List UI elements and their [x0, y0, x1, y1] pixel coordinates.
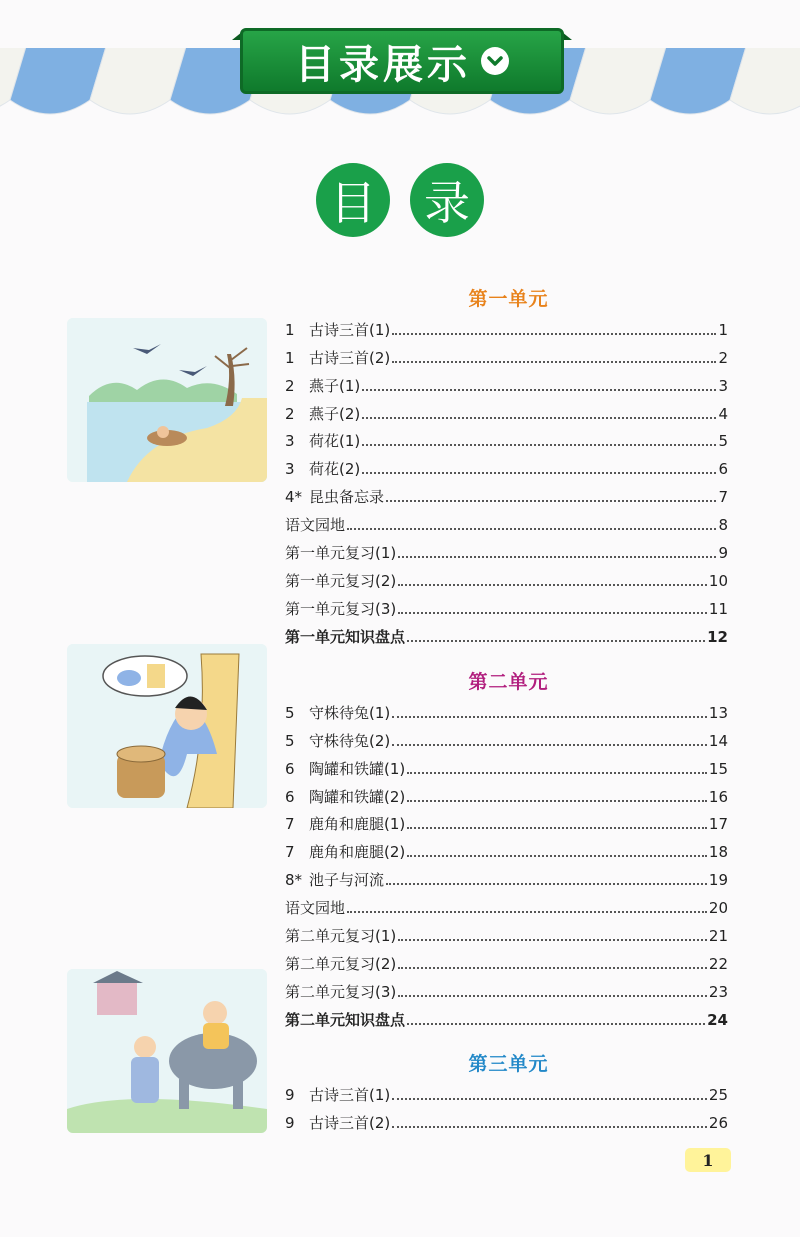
lesson-number: 2: [285, 404, 295, 423]
toc-entry: [285, 723, 728, 751]
toc-entry-label: [285, 515, 345, 535]
chevron-down-icon: [481, 47, 509, 75]
lesson-title: 第二单元复习(1): [285, 927, 397, 946]
lesson-title: 鹿角和鹿腿(2): [309, 843, 406, 862]
toc-entry-label: [285, 1010, 405, 1030]
dot-leader: [398, 556, 716, 558]
title-char: 目: [316, 163, 390, 237]
header-banner: [240, 28, 564, 94]
lesson-title: 语文园地: [285, 516, 346, 535]
toc-entry-label: [285, 320, 390, 340]
dot-leader: [362, 417, 716, 419]
lesson-title: 古诗三首(2): [309, 1113, 391, 1132]
lesson-number: 7: [285, 815, 295, 834]
toc-entry-label: [285, 898, 345, 918]
toc-page-number: 11: [708, 599, 728, 618]
lesson-title: 守株待兔(1): [309, 703, 391, 722]
toc-page-number: 18: [708, 843, 728, 862]
dot-leader: [386, 883, 707, 885]
toc-entry: [285, 368, 728, 396]
toc-entry-label: [285, 627, 405, 647]
lesson-number: 1: [285, 320, 295, 339]
dot-leader: [362, 389, 716, 391]
toc-entry-label: [285, 842, 405, 862]
lesson-number: 2: [285, 376, 295, 395]
lesson-number: 3: [285, 460, 295, 479]
lesson-title: 第一单元复习(1): [285, 544, 397, 563]
dot-leader: [398, 584, 707, 586]
dot-leader: [398, 612, 707, 614]
toc-entry: [285, 1002, 728, 1030]
toc-entry-label: [285, 703, 390, 723]
dot-leader: [392, 744, 707, 746]
toc-entry: [285, 1077, 728, 1105]
lesson-title: 第一单元复习(2): [285, 571, 397, 590]
toc-entry-label: [285, 376, 360, 396]
toc-page-number: 23: [708, 982, 728, 1001]
toc-entry: [285, 535, 728, 563]
toc-page-number: 9: [718, 544, 728, 563]
dot-leader: [392, 333, 716, 335]
toc-entry: [285, 312, 728, 340]
dot-leader: [407, 1023, 705, 1025]
toc-page-number: 26: [708, 1113, 728, 1132]
lesson-title: 荷花(1): [309, 432, 361, 451]
toc-entry-label: [285, 1113, 390, 1133]
dot-leader: [407, 827, 707, 829]
toc-page-number: 14: [708, 731, 728, 750]
lesson-title: 第一单元复习(3): [285, 599, 397, 618]
lesson-title: 第二单元复习(3): [285, 982, 397, 1001]
lesson-title: 守株待兔(2): [309, 731, 391, 750]
unit-3-toc: [285, 1077, 728, 1133]
lesson-number: 9: [285, 1113, 295, 1132]
unit-1-toc: [285, 312, 728, 647]
dot-leader: [398, 939, 707, 941]
toc-entry-label: [285, 543, 396, 563]
title-char: 录: [410, 163, 484, 237]
lesson-title: 陶罐和铁罐(1): [309, 759, 406, 778]
lesson-title: 第一单元知识盘点: [285, 627, 406, 646]
toc-entry: [285, 751, 728, 779]
toc-entry: [285, 424, 728, 452]
toc-entry: [285, 918, 728, 946]
lesson-title: 池子与河流: [309, 871, 385, 890]
lesson-title: 第二单元复习(2): [285, 954, 397, 973]
unit-1-title: 第一单元: [468, 288, 549, 310]
dot-leader: [347, 528, 716, 530]
toc-entry: [285, 890, 728, 918]
lesson-title: 语文园地: [285, 899, 346, 918]
toc-entry: [285, 591, 728, 619]
lesson-number: 8*: [285, 871, 303, 890]
lesson-title: 燕子(1): [309, 376, 361, 395]
banner-title: 目录展示: [295, 41, 471, 88]
toc-entry-label: [285, 431, 360, 451]
toc-entry-label: [285, 787, 405, 807]
toc-page-number: 16: [708, 787, 728, 806]
toc-page-number: 19: [708, 871, 728, 890]
lesson-number: 5: [285, 703, 295, 722]
dot-leader: [398, 967, 707, 969]
toc-entry-label: [285, 982, 396, 1002]
toc-entry-label: [285, 870, 384, 890]
dot-leader: [362, 444, 716, 446]
toc-entry-label: [285, 954, 396, 974]
lesson-title: 鹿角和鹿腿(1): [309, 815, 406, 834]
toc-page-number: 1: [718, 320, 728, 339]
lesson-number: 5: [285, 731, 295, 750]
toc-entry: [285, 563, 728, 591]
toc-entry-label: [285, 348, 390, 368]
toc-entry-label: [285, 1085, 390, 1105]
toc-entry: [285, 479, 728, 507]
toc-entry: [285, 340, 728, 368]
lesson-title: 燕子(2): [309, 404, 361, 423]
toc-entry: [285, 695, 728, 723]
toc-page-number: 4: [718, 404, 728, 423]
toc-entry-label: [285, 759, 405, 779]
toc-entry: [285, 619, 728, 647]
toc-entry: [285, 862, 728, 890]
illustration-farmer-stump: [67, 644, 267, 808]
page-title: [316, 163, 484, 237]
dot-leader: [407, 640, 705, 642]
lesson-title: 古诗三首(2): [309, 348, 391, 367]
lesson-number: 1: [285, 348, 295, 367]
page-number: 1: [685, 1148, 731, 1172]
dot-leader: [392, 716, 707, 718]
toc-page-number: 8: [718, 516, 728, 535]
dot-leader: [347, 911, 707, 913]
lesson-number: 6: [285, 787, 295, 806]
toc-entry: [285, 396, 728, 424]
toc-page-number: 15: [708, 759, 728, 778]
toc-page-number: 5: [718, 432, 728, 451]
toc-page-number: 20: [708, 899, 728, 918]
toc-entry: [285, 1105, 728, 1133]
toc-entry: [285, 807, 728, 835]
lesson-title: 第二单元知识盘点: [285, 1010, 406, 1029]
dot-leader: [407, 800, 707, 802]
dot-leader: [392, 1098, 707, 1100]
lesson-title: 昆虫备忘录: [309, 488, 385, 507]
toc-page-number: 6: [718, 460, 728, 479]
toc-entry: [285, 946, 728, 974]
toc-page-number: 2: [718, 348, 728, 367]
illustration-boy-on-ox: [67, 969, 267, 1133]
toc-page-number: 12: [707, 627, 728, 646]
dot-leader: [362, 472, 716, 474]
toc-entry-label: [285, 731, 390, 751]
toc-page-number: 21: [708, 927, 728, 946]
toc-entry-label: [285, 926, 396, 946]
lesson-number: 6: [285, 759, 295, 778]
toc-entry: [285, 779, 728, 807]
dot-leader: [407, 772, 707, 774]
lesson-number: 4*: [285, 488, 303, 507]
illustration-lake-swallows: [67, 318, 267, 482]
toc-entry-label: [285, 487, 384, 507]
unit-2-toc: [285, 695, 728, 1030]
toc-page-number: 17: [708, 815, 728, 834]
toc-entry: [285, 507, 728, 535]
unit-3-title: 第三单元: [468, 1053, 549, 1075]
toc-page-number: 7: [718, 488, 728, 507]
toc-page-number: 3: [718, 376, 728, 395]
toc-entry-label: [285, 459, 360, 479]
dot-leader: [398, 995, 707, 997]
lesson-title: 古诗三首(1): [309, 320, 391, 339]
toc-entry: [285, 974, 728, 1002]
toc-page-number: 25: [708, 1085, 728, 1104]
toc-page-number: 22: [708, 954, 728, 973]
toc-entry: [285, 834, 728, 862]
lesson-number: 9: [285, 1085, 295, 1104]
toc-entry: [285, 451, 728, 479]
dot-leader: [392, 1126, 707, 1128]
toc-entry-label: [285, 814, 405, 834]
toc-entry-label: [285, 404, 360, 424]
toc-entry-label: [285, 599, 396, 619]
toc-page-number: 10: [708, 571, 728, 590]
toc-page-number: 13: [708, 703, 728, 722]
lesson-title: 古诗三首(1): [309, 1085, 391, 1104]
dot-leader: [392, 361, 716, 363]
toc-entry-label: [285, 571, 396, 591]
dot-leader: [386, 500, 716, 502]
lesson-title: 陶罐和铁罐(2): [309, 787, 406, 806]
toc-page-number: 24: [707, 1010, 728, 1029]
lesson-number: 7: [285, 843, 295, 862]
lesson-title: 荷花(2): [309, 460, 361, 479]
dot-leader: [407, 855, 707, 857]
lesson-number: 3: [285, 432, 295, 451]
unit-2-title: 第二单元: [468, 671, 549, 693]
